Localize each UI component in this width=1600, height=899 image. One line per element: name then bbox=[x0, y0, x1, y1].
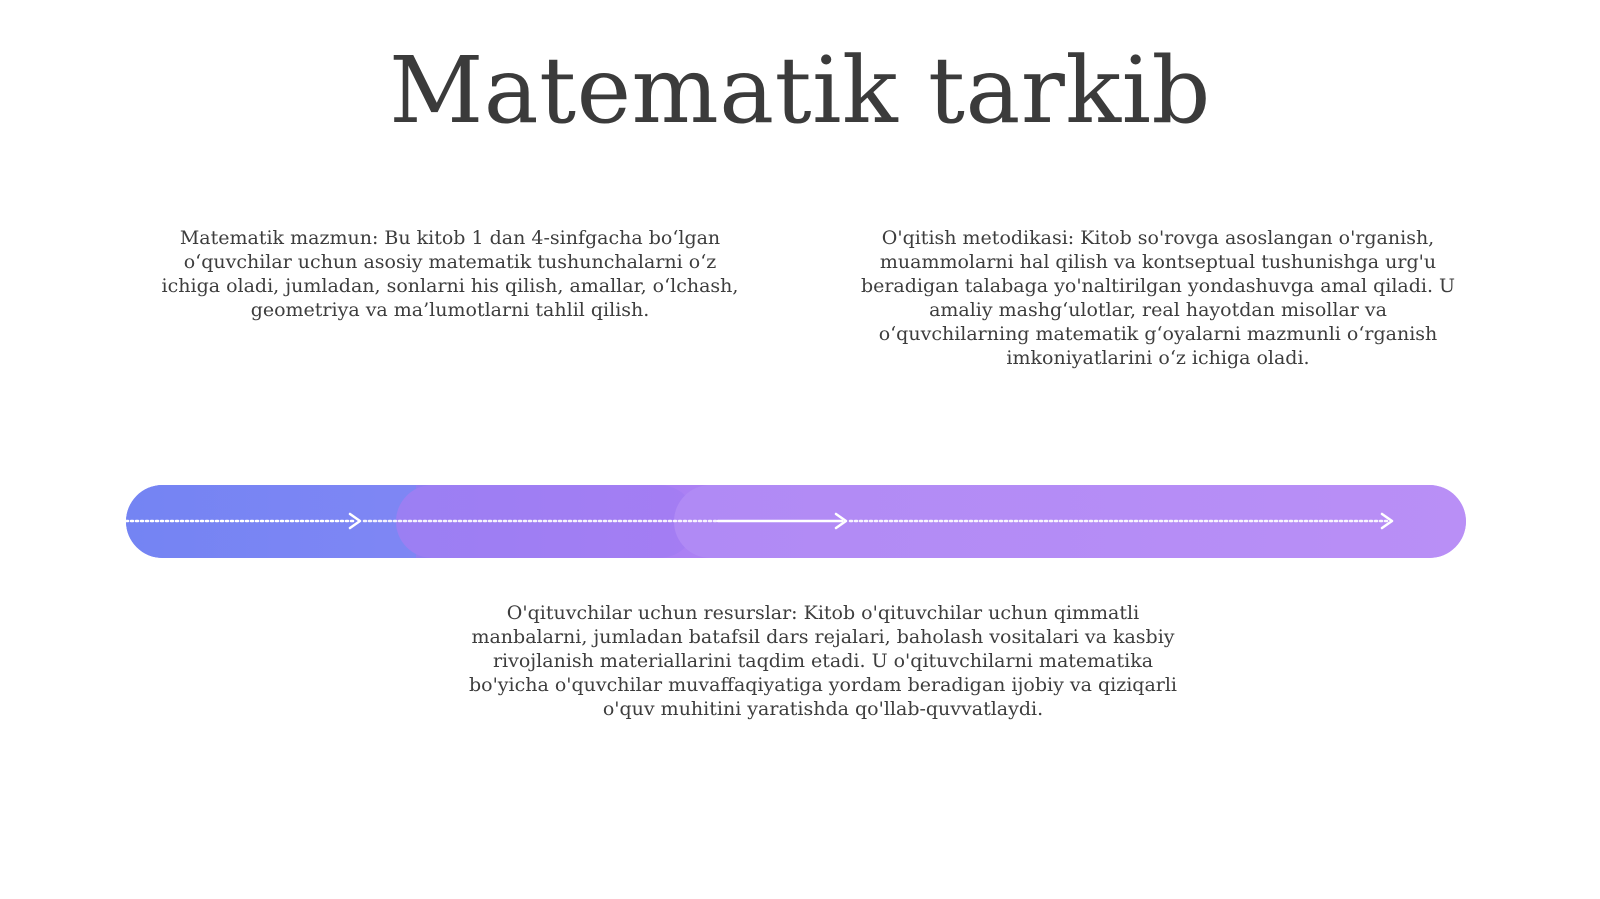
timeline-bar bbox=[126, 485, 1466, 558]
timeline-arrows bbox=[126, 485, 1466, 558]
teacher-resources-text: O'qituvchilar uchun resurslar: Kitob o'qituvchilar uchun qimmatli manbalarni, jumladan batafsil dars rejalari, baholash vositalari va kasbiy rivojlanish materiallarini taqdim etadi. U o'qituvchilarni matematika bo'yicha o'quvchilar muvaffaqiyatiga yordam beradigan ijobiy va qiziqarli o'quv muhitini yaratishda qo'llab-quvvatlaydi. bbox=[468, 602, 1178, 720]
teaching-methodology-text: O'qitish metodikasi: Kitob so'rovga asoslangan o'rganish, muammolarni hal qilish va kontseptual tushunishga urg'u beradigan talabaga yo'naltirilgan yondashuvga amal qiladi. U amaliy mashg‘ulotlar, real hayotdan misollar va o‘quvchilarning matematik g‘oyalarni mazmunli o‘rganish imkoniyatlarini o‘z ichiga oladi. bbox=[860, 227, 1456, 369]
math-content-text: Matematik mazmun: Bu kitob 1 dan 4-sinfgacha bo‘lgan o‘quvchilar uchun asosiy matematik tushunchalarni o‘z ichiga oladi, jumladan, sonlarni his qilish, amallar, o‘lchash, geometriya va ma’lumotlarni tahlil qilish. bbox=[161, 227, 739, 321]
slide-title: Matematik tarkib bbox=[389, 37, 1211, 144]
